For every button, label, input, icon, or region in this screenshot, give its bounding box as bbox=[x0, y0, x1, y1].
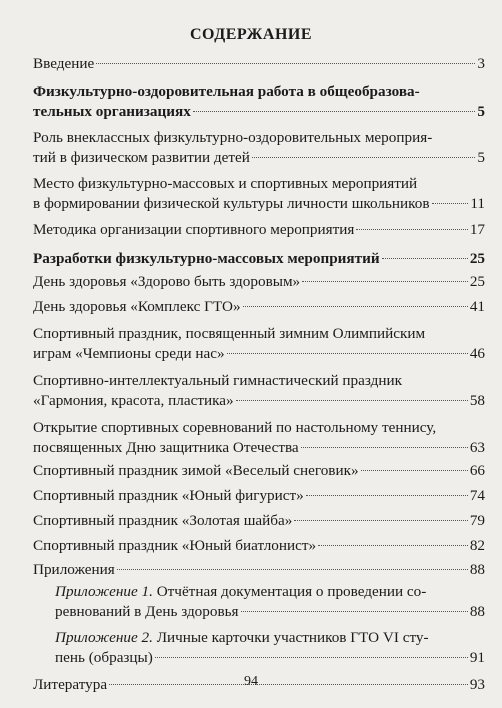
page-title: СОДЕРЖАНИЕ bbox=[189, 26, 313, 43]
page-number: 94 bbox=[244, 674, 258, 689]
dot-leader bbox=[227, 353, 468, 354]
toc-entry-line: Открытие спортивных соревнований по настольному теннису, bbox=[33, 419, 437, 436]
table-of-contents bbox=[33, 54, 485, 695]
toc-entry bbox=[33, 560, 485, 580]
toc-page-number: 74 bbox=[469, 487, 485, 504]
appendix-label: Приложение 2. bbox=[55, 629, 153, 646]
toc-entry-title: Спортивный праздник «Юный биатлонист» bbox=[33, 537, 317, 554]
toc-entry-title: в формировании физической культуры личности школьников bbox=[33, 195, 430, 212]
toc-page-number: 66 bbox=[469, 462, 485, 479]
dot-leader bbox=[155, 657, 468, 658]
toc-page-number: 63 bbox=[469, 439, 485, 456]
toc-entry bbox=[33, 371, 485, 411]
toc-entry bbox=[33, 324, 485, 364]
toc-entry bbox=[33, 582, 485, 622]
toc-entry-title: Спортивный праздник зимой «Веселый снеговик» bbox=[33, 462, 359, 479]
toc-entry bbox=[33, 249, 485, 269]
dot-leader bbox=[301, 447, 468, 448]
toc-entry bbox=[33, 54, 485, 74]
toc-entry bbox=[33, 628, 485, 668]
toc-page-number: 25 bbox=[469, 250, 485, 267]
toc-entry-title: Разработки физкультурно-массовых мероприятий bbox=[33, 250, 380, 267]
appendix-title: Личные карточки участников ГТО VI сту- bbox=[152, 629, 429, 646]
toc-entry bbox=[33, 511, 485, 531]
dot-leader bbox=[236, 400, 468, 401]
appendix-label: Приложение 1. bbox=[55, 583, 153, 600]
toc-entry bbox=[33, 272, 485, 292]
toc-entry-title: посвященных Дню защитника Отечества bbox=[33, 439, 299, 456]
toc-entry bbox=[33, 297, 485, 317]
toc-page-number: 5 bbox=[477, 103, 485, 120]
toc-entry-title: ревнований в День здоровья bbox=[55, 603, 239, 620]
toc-entry bbox=[33, 486, 485, 506]
toc-entry-title: тий в физическом развитии детей bbox=[33, 149, 250, 166]
toc-entry-title: тельных организациях bbox=[33, 103, 191, 120]
toc-entry bbox=[33, 220, 485, 240]
toc-entry-title: «Гармония, красота, пластика» bbox=[33, 392, 234, 409]
toc-page-number: 82 bbox=[469, 537, 485, 554]
dot-leader bbox=[318, 545, 468, 546]
toc-entry-line: Место физкультурно-массовых и спортивных мероприятий bbox=[33, 175, 418, 192]
toc-page-number: 91 bbox=[469, 649, 485, 666]
toc-page-number: 93 bbox=[469, 676, 485, 693]
toc-entry bbox=[33, 418, 485, 458]
toc-page-number: 58 bbox=[469, 392, 485, 409]
dot-leader bbox=[117, 569, 468, 570]
toc-entry-line bbox=[55, 582, 485, 602]
toc-page-number: 46 bbox=[469, 345, 485, 362]
toc-entry-line: Роль внеклассных физкультурно-оздоровительных мероприя- bbox=[33, 129, 433, 146]
toc-entry bbox=[33, 461, 485, 481]
toc-entry-title: День здоровья «Комплекс ГТО» bbox=[33, 298, 241, 315]
dot-leader bbox=[294, 520, 467, 521]
toc-entry-title: Спортивный праздник «Золотая шайба» bbox=[33, 512, 293, 529]
toc-page-number: 79 bbox=[469, 512, 485, 529]
toc-entry-title: играм «Чемпионы среди нас» bbox=[33, 345, 225, 362]
toc-entry bbox=[33, 174, 485, 214]
toc-entry-title: Приложения bbox=[33, 561, 115, 578]
toc-page-number: 17 bbox=[469, 221, 485, 238]
toc-page-number: 25 bbox=[469, 273, 485, 290]
toc-entry-line: Спортивно-интеллектуальный гимнастический праздник bbox=[33, 372, 402, 389]
toc-entry-line: Физкультурно-оздоровительная работа в общеобразова- bbox=[33, 83, 420, 100]
toc-entry bbox=[33, 536, 485, 556]
dot-leader bbox=[306, 495, 468, 496]
toc-entry-line bbox=[55, 628, 485, 648]
dot-leader bbox=[432, 203, 469, 204]
toc-entry-title: Литература bbox=[33, 676, 108, 693]
dot-leader bbox=[243, 306, 468, 307]
dot-leader bbox=[361, 470, 468, 471]
dot-leader bbox=[382, 258, 468, 259]
toc-entry bbox=[33, 82, 485, 122]
toc-page-number: 11 bbox=[470, 195, 485, 212]
toc-entry-title: Спортивный праздник «Юный фигурист» bbox=[33, 487, 304, 504]
dot-leader bbox=[252, 157, 476, 158]
toc-entry bbox=[33, 128, 485, 168]
toc-page-number: 3 bbox=[477, 55, 485, 72]
appendix-title: Отчётная документация о проведении со- bbox=[152, 583, 427, 600]
toc-page-number: 5 bbox=[477, 149, 485, 166]
dot-leader bbox=[96, 63, 475, 64]
toc-page-number: 88 bbox=[469, 561, 485, 578]
toc-entry-title: Методика организации спортивного мероприятия bbox=[33, 221, 355, 238]
toc-entry-title: Введение bbox=[33, 55, 95, 72]
toc-entry-title: День здоровья «Здорово быть здоровым» bbox=[33, 273, 301, 290]
dot-leader bbox=[302, 281, 468, 282]
toc-entry-title: пень (образцы) bbox=[55, 649, 153, 666]
toc-entry-line: Спортивный праздник, посвященный зимним Олимпийским bbox=[33, 325, 426, 342]
dot-leader bbox=[356, 229, 467, 230]
toc-page-number: 41 bbox=[469, 298, 485, 315]
dot-leader bbox=[241, 611, 468, 612]
dot-leader bbox=[193, 111, 476, 112]
toc-page-number: 88 bbox=[469, 603, 485, 620]
